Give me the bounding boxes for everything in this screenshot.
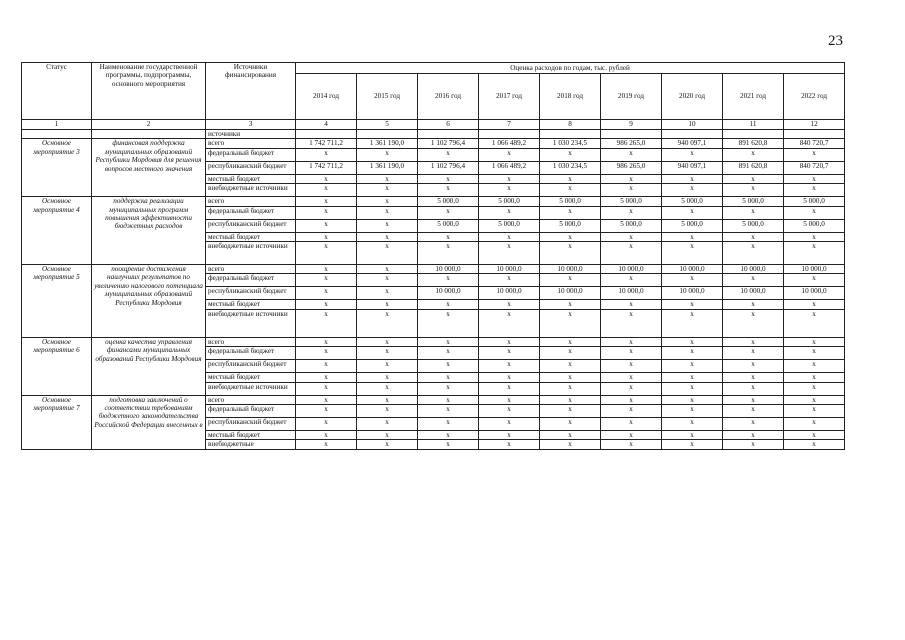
value-cell: х — [296, 219, 357, 232]
header-year: 2017 год — [479, 74, 540, 120]
value-cell: 5 000,0 — [662, 219, 723, 232]
value-cell: 5 000,0 — [601, 219, 662, 232]
value-cell: х — [357, 274, 418, 287]
value-cell: х — [479, 440, 540, 449]
value-cell: 10 000,0 — [723, 265, 784, 274]
value-cell: 10 000,0 — [540, 265, 601, 274]
value-cell: х — [296, 360, 357, 373]
value-cell: 5 000,0 — [540, 219, 601, 232]
header-year: 2014 год — [296, 74, 357, 120]
value-cell: х — [296, 373, 357, 382]
activity-status: Основное мероприятие 4 — [22, 197, 92, 265]
source-cell: всего — [206, 139, 296, 148]
value-cell: 10 000,0 — [723, 287, 784, 300]
activity-name: поддержка реализации муниципальных программ повышения эффективности бюджетных расходов — [92, 197, 206, 265]
source-cell: источники — [206, 130, 296, 139]
column-number: 10 — [662, 120, 723, 130]
value-cell: х — [723, 174, 784, 183]
value-cell: х — [418, 360, 479, 373]
source-cell: федеральный бюджет — [206, 274, 296, 287]
value-cell: х — [357, 382, 418, 395]
column-number: 9 — [601, 120, 662, 130]
value-cell: 5 000,0 — [662, 197, 723, 206]
activity-name: финансовая поддержка муниципальных образований Республики Мордовия для решения вопросов местного значения — [92, 139, 206, 197]
value-cell: 1 030 234,5 — [540, 161, 601, 174]
value-cell: х — [540, 337, 601, 346]
value-cell: х — [418, 274, 479, 287]
activity-name: подготовка заключений о соответствии требованиям бюджетного законодательства Российской Федерации внесенных в — [92, 395, 206, 449]
value-cell: 1 102 796,4 — [418, 139, 479, 148]
value-cell: 1 102 796,4 — [418, 161, 479, 174]
column-number: 12 — [784, 120, 845, 130]
value-cell: х — [296, 148, 357, 161]
value-cell: 1 361 190,0 — [357, 139, 418, 148]
source-cell: местный бюджет — [206, 431, 296, 440]
value-cell: х — [601, 206, 662, 219]
value-cell: х — [418, 148, 479, 161]
value-cell: 5 000,0 — [418, 197, 479, 206]
value-cell: 10 000,0 — [540, 287, 601, 300]
value-cell: х — [662, 274, 723, 287]
value-cell: 10 000,0 — [662, 287, 723, 300]
value-cell: х — [540, 373, 601, 382]
value-cell: х — [357, 242, 418, 265]
value-cell: х — [540, 174, 601, 183]
value-cell: х — [418, 242, 479, 265]
value-cell: х — [540, 184, 601, 197]
activity-name: поощрение достижения наилучших результатов по увеличению налогового потенциала муниципальных образований Республики Мордовия — [92, 265, 206, 338]
header-year: 2019 год — [601, 74, 662, 120]
value-cell: х — [662, 337, 723, 346]
value-cell: х — [784, 440, 845, 449]
value-cell: х — [784, 382, 845, 395]
value-cell: х — [357, 287, 418, 300]
column-number: 1 — [22, 120, 92, 130]
value-cell: х — [662, 184, 723, 197]
header-year: 2016 год — [418, 74, 479, 120]
column-number: 6 — [418, 120, 479, 130]
value-cell: х — [418, 440, 479, 449]
value-cell: х — [479, 373, 540, 382]
value-cell: х — [540, 395, 601, 404]
column-number: 7 — [479, 120, 540, 130]
value-cell: 5 000,0 — [723, 219, 784, 232]
value-cell: х — [662, 206, 723, 219]
value-cell: х — [662, 300, 723, 309]
value-cell: х — [357, 431, 418, 440]
value-cell: х — [723, 274, 784, 287]
value-cell: х — [784, 242, 845, 265]
source-cell: местный бюджет — [206, 174, 296, 183]
value-cell: х — [784, 405, 845, 418]
value-cell: х — [662, 242, 723, 265]
source-cell: федеральный бюджет — [206, 347, 296, 360]
value-cell: х — [479, 174, 540, 183]
value-cell: х — [296, 300, 357, 309]
value-cell: х — [418, 300, 479, 309]
value-cell: х — [357, 337, 418, 346]
value-cell: х — [540, 309, 601, 337]
value-cell: х — [479, 431, 540, 440]
value-cell: х — [296, 174, 357, 183]
value-cell: х — [601, 184, 662, 197]
value-cell: х — [784, 184, 845, 197]
source-cell: республиканский бюджет — [206, 287, 296, 300]
value-cell: х — [418, 405, 479, 418]
continuation-row — [22, 130, 845, 139]
value-cell: х — [784, 395, 845, 404]
source-cell: местный бюджет — [206, 300, 296, 309]
header-name: Наименование государственной программы, подпрограммы, основного мероприятия — [92, 63, 206, 120]
value-cell: х — [418, 431, 479, 440]
value-cell: 5 000,0 — [479, 219, 540, 232]
value-cell: 10 000,0 — [784, 265, 845, 274]
value-cell: 5 000,0 — [540, 197, 601, 206]
source-cell: местный бюджет — [206, 373, 296, 382]
value-cell: х — [357, 174, 418, 183]
value-cell: х — [723, 382, 784, 395]
value-cell: 10 000,0 — [784, 287, 845, 300]
value-cell: х — [662, 440, 723, 449]
value-cell: х — [296, 440, 357, 449]
value-cell: х — [357, 206, 418, 219]
value-cell: х — [479, 405, 540, 418]
value-cell: х — [540, 148, 601, 161]
value-cell: х — [296, 309, 357, 337]
value-cell: х — [723, 309, 784, 337]
source-cell: всего — [206, 197, 296, 206]
value-cell: х — [357, 232, 418, 241]
source-cell: республиканский бюджет — [206, 219, 296, 232]
value-cell: х — [540, 360, 601, 373]
column-number: 5 — [357, 120, 418, 130]
value-cell: х — [601, 440, 662, 449]
value-cell: х — [662, 360, 723, 373]
header-year: 2022 год — [784, 74, 845, 120]
value-cell: х — [296, 431, 357, 440]
value-cell: 840 720,7 — [784, 139, 845, 148]
header-estimate: Оценка расходов по годам, тыс. рублей — [296, 63, 845, 74]
value-cell: х — [723, 184, 784, 197]
header-year: 2020 год — [662, 74, 723, 120]
header-year: 2021 год — [723, 74, 784, 120]
header-sources: Источники финансирования — [206, 63, 296, 120]
value-cell: х — [723, 360, 784, 373]
source-cell: республиканский бюджет — [206, 161, 296, 174]
header-year: 2015 год — [357, 74, 418, 120]
value-cell: 1 742 711,2 — [296, 139, 357, 148]
value-cell: 5 000,0 — [784, 219, 845, 232]
table-row — [22, 197, 845, 206]
value-cell: х — [418, 395, 479, 404]
table-row — [22, 265, 845, 274]
table-row — [22, 337, 845, 346]
value-cell: х — [479, 184, 540, 197]
value-cell: х — [662, 347, 723, 360]
value-cell: х — [296, 337, 357, 346]
value-cell: х — [479, 337, 540, 346]
value-cell: х — [479, 148, 540, 161]
value-cell: х — [296, 287, 357, 300]
value-cell: х — [296, 232, 357, 241]
source-cell: внебюджетные источники — [206, 242, 296, 265]
value-cell: х — [479, 309, 540, 337]
value-cell: х — [479, 382, 540, 395]
source-cell: республиканский бюджет — [206, 418, 296, 431]
table-row — [22, 139, 845, 148]
value-cell: х — [296, 197, 357, 206]
value-cell: х — [784, 174, 845, 183]
value-cell: х — [296, 184, 357, 197]
value-cell: х — [479, 274, 540, 287]
value-cell: х — [601, 373, 662, 382]
value-cell: х — [662, 431, 723, 440]
value-cell: х — [357, 395, 418, 404]
source-cell: внебюджетные источники — [206, 184, 296, 197]
value-cell: х — [418, 206, 479, 219]
value-cell: х — [723, 232, 784, 241]
value-cell: х — [418, 418, 479, 431]
value-cell: х — [418, 184, 479, 197]
value-cell: х — [479, 347, 540, 360]
value-cell: х — [540, 206, 601, 219]
value-cell: х — [662, 405, 723, 418]
source-cell: внебюджетные источники — [206, 309, 296, 337]
value-cell: х — [723, 405, 784, 418]
value-cell: 1 066 489,2 — [479, 139, 540, 148]
value-cell: х — [784, 347, 845, 360]
value-cell: 940 097,1 — [662, 139, 723, 148]
value-cell: х — [357, 373, 418, 382]
column-number: 8 — [540, 120, 601, 130]
value-cell: 986 265,0 — [601, 161, 662, 174]
value-cell: 891 620,8 — [723, 161, 784, 174]
value-cell: х — [723, 395, 784, 404]
source-cell: внебюджетные источники — [206, 382, 296, 395]
value-cell: х — [601, 300, 662, 309]
value-cell: 5 000,0 — [601, 197, 662, 206]
value-cell: х — [662, 309, 723, 337]
value-cell: х — [296, 418, 357, 431]
value-cell: х — [357, 300, 418, 309]
value-cell: 1 361 190,0 — [357, 161, 418, 174]
value-cell: 10 000,0 — [479, 265, 540, 274]
header-status: Статус — [22, 63, 92, 120]
value-cell: х — [479, 242, 540, 265]
value-cell: 940 097,1 — [662, 161, 723, 174]
value-cell: х — [723, 148, 784, 161]
value-cell: х — [296, 274, 357, 287]
value-cell: х — [723, 337, 784, 346]
value-cell: х — [601, 347, 662, 360]
value-cell: х — [357, 184, 418, 197]
activity-status: Основное мероприятие 7 — [22, 395, 92, 449]
value-cell: х — [357, 360, 418, 373]
value-cell: 1 742 711,2 — [296, 161, 357, 174]
value-cell: х — [784, 148, 845, 161]
value-cell: х — [784, 300, 845, 309]
value-cell: 5 000,0 — [479, 197, 540, 206]
value-cell: 5 000,0 — [723, 197, 784, 206]
value-cell: х — [418, 174, 479, 183]
value-cell: х — [540, 418, 601, 431]
value-cell: х — [601, 242, 662, 265]
expenditure-table — [21, 62, 845, 450]
value-cell: х — [418, 232, 479, 241]
activity-status: Основное мероприятие 3 — [22, 139, 92, 197]
value-cell: х — [723, 440, 784, 449]
value-cell: х — [540, 405, 601, 418]
value-cell: х — [662, 373, 723, 382]
value-cell: х — [601, 405, 662, 418]
page-number: 23 — [828, 33, 843, 49]
value-cell: 891 620,8 — [723, 139, 784, 148]
value-cell: х — [357, 405, 418, 418]
value-cell: 10 000,0 — [418, 265, 479, 274]
value-cell: х — [784, 274, 845, 287]
value-cell: х — [662, 418, 723, 431]
value-cell: 10 000,0 — [662, 265, 723, 274]
value-cell: х — [540, 232, 601, 241]
value-cell: 1 066 489,2 — [479, 161, 540, 174]
header-year: 2018 год — [540, 74, 601, 120]
value-cell: х — [723, 373, 784, 382]
value-cell: х — [601, 148, 662, 161]
value-cell: х — [723, 242, 784, 265]
value-cell: х — [540, 300, 601, 309]
value-cell: х — [784, 431, 845, 440]
value-cell: х — [601, 337, 662, 346]
value-cell: х — [601, 232, 662, 241]
column-number: 4 — [296, 120, 357, 130]
source-cell: внебюджетные — [206, 440, 296, 449]
value-cell: х — [784, 360, 845, 373]
value-cell: х — [723, 418, 784, 431]
value-cell: х — [662, 395, 723, 404]
table-header — [22, 63, 845, 130]
value-cell: х — [357, 148, 418, 161]
value-cell: х — [540, 274, 601, 287]
value-cell: х — [784, 418, 845, 431]
value-cell: х — [296, 242, 357, 265]
value-cell: 1 030 234,5 — [540, 139, 601, 148]
value-cell: 10 000,0 — [479, 287, 540, 300]
value-cell: х — [296, 382, 357, 395]
value-cell: х — [723, 431, 784, 440]
activity-name: оценка качества управления финансами муниципальных образований Республики Мордовия — [92, 337, 206, 395]
source-cell: федеральный бюджет — [206, 206, 296, 219]
source-cell: всего — [206, 395, 296, 404]
value-cell: х — [357, 265, 418, 274]
value-cell: х — [784, 206, 845, 219]
value-cell: х — [540, 347, 601, 360]
value-cell: х — [601, 274, 662, 287]
value-cell: х — [601, 418, 662, 431]
source-cell: всего — [206, 265, 296, 274]
value-cell: х — [723, 300, 784, 309]
value-cell: х — [601, 309, 662, 337]
value-cell: х — [418, 373, 479, 382]
value-cell: х — [418, 382, 479, 395]
value-cell: х — [662, 382, 723, 395]
value-cell: х — [296, 395, 357, 404]
source-cell: федеральный бюджет — [206, 405, 296, 418]
value-cell: х — [357, 197, 418, 206]
value-cell: х — [540, 242, 601, 265]
value-cell: х — [479, 300, 540, 309]
value-cell: х — [479, 418, 540, 431]
source-cell: всего — [206, 337, 296, 346]
value-cell: х — [784, 373, 845, 382]
value-cell: х — [540, 440, 601, 449]
value-cell: 10 000,0 — [601, 265, 662, 274]
value-cell: х — [418, 347, 479, 360]
value-cell: х — [296, 265, 357, 274]
activity-status: Основное мероприятие 6 — [22, 337, 92, 395]
value-cell: х — [662, 232, 723, 241]
value-cell: 10 000,0 — [418, 287, 479, 300]
value-cell: х — [662, 148, 723, 161]
value-cell: х — [296, 347, 357, 360]
value-cell: х — [784, 232, 845, 241]
value-cell: х — [723, 347, 784, 360]
value-cell: х — [296, 405, 357, 418]
value-cell: х — [418, 309, 479, 337]
value-cell: х — [601, 174, 662, 183]
column-number: 3 — [206, 120, 296, 130]
value-cell: х — [357, 219, 418, 232]
column-number: 11 — [723, 120, 784, 130]
value-cell: х — [784, 309, 845, 337]
value-cell: х — [418, 337, 479, 346]
source-cell: федеральный бюджет — [206, 148, 296, 161]
value-cell: х — [296, 206, 357, 219]
value-cell: х — [723, 206, 784, 219]
value-cell: х — [479, 360, 540, 373]
value-cell: 5 000,0 — [418, 219, 479, 232]
value-cell: х — [601, 382, 662, 395]
value-cell: х — [357, 347, 418, 360]
value-cell: х — [357, 418, 418, 431]
table-row — [22, 395, 845, 404]
column-number: 2 — [92, 120, 206, 130]
value-cell: х — [479, 395, 540, 404]
value-cell: х — [479, 206, 540, 219]
value-cell: х — [784, 337, 845, 346]
activity-status: Основное мероприятие 5 — [22, 265, 92, 338]
value-cell: 5 000,0 — [784, 197, 845, 206]
value-cell: х — [601, 431, 662, 440]
value-cell: х — [479, 232, 540, 241]
value-cell: х — [601, 395, 662, 404]
value-cell: 840 720,7 — [784, 161, 845, 174]
value-cell: х — [540, 382, 601, 395]
source-cell: местный бюджет — [206, 232, 296, 241]
value-cell: х — [357, 309, 418, 337]
value-cell: х — [601, 360, 662, 373]
source-cell: республиканский бюджет — [206, 360, 296, 373]
value-cell: 10 000,0 — [601, 287, 662, 300]
value-cell: х — [662, 174, 723, 183]
value-cell: 986 265,0 — [601, 139, 662, 148]
value-cell: х — [357, 440, 418, 449]
value-cell: х — [540, 431, 601, 440]
